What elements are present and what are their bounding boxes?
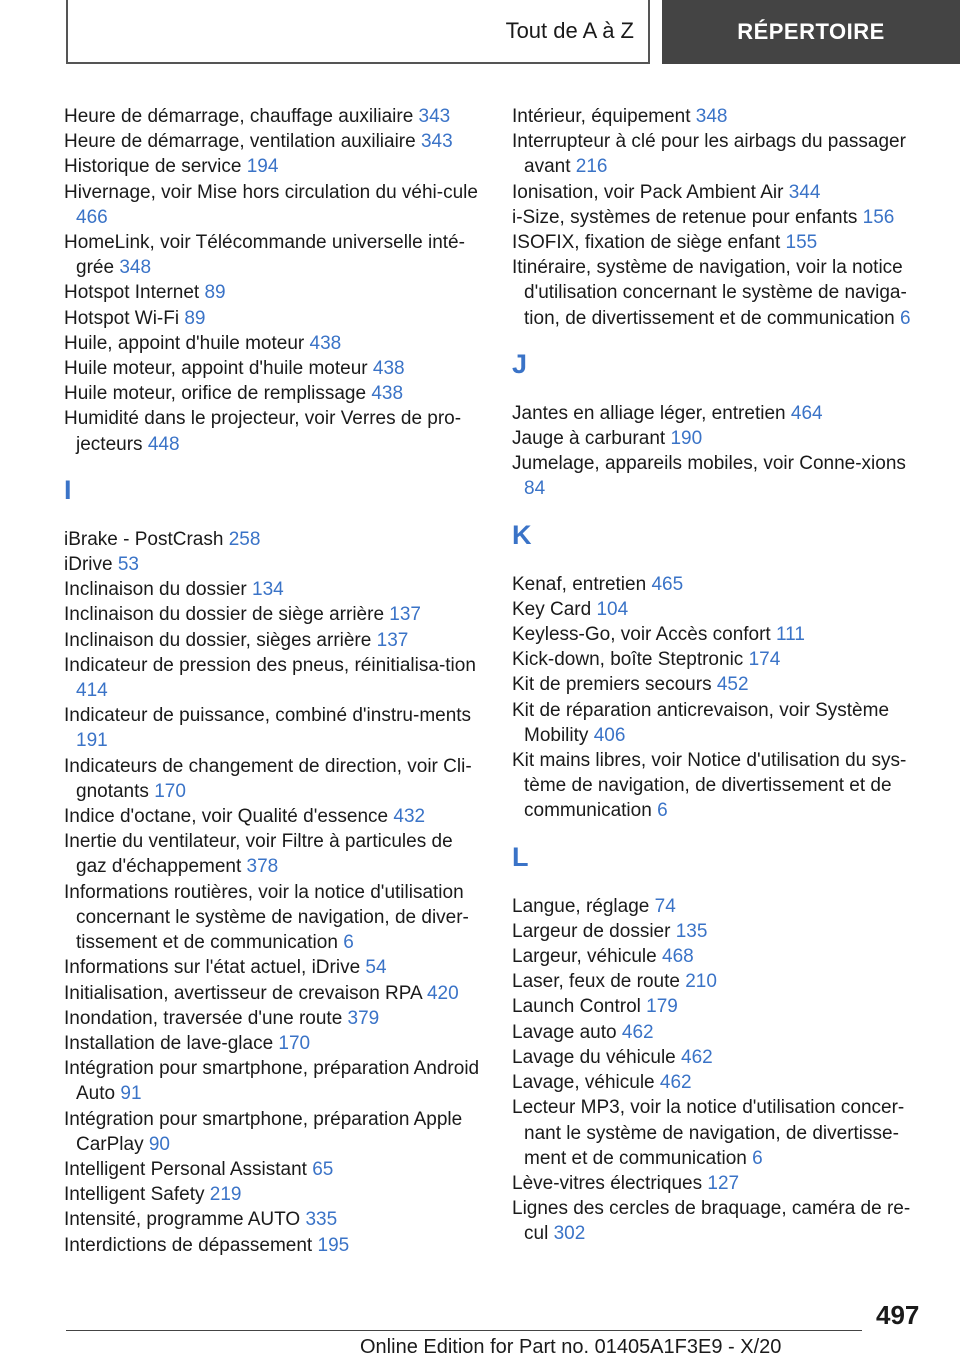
- index-entry-text: Heure de démarrage, ventilation auxiliaire: [64, 131, 416, 153]
- page-reference-link[interactable]: 6: [657, 800, 668, 822]
- page-reference-link[interactable]: 134: [252, 579, 284, 601]
- index-entry-text: Heure de démarrage, chauffage auxiliaire: [64, 106, 414, 127]
- index-entry: [512, 1070, 932, 1095]
- index-entry-text: Hivernage, voir Mise hors circulation du véhi-cule: [64, 181, 478, 203]
- section-letter: K: [512, 519, 532, 550]
- index-entry-text: Intelligent Personal Assistant: [64, 1158, 307, 1180]
- page-number: 497: [876, 1300, 920, 1330]
- index-entry-text: Key Card: [512, 598, 592, 620]
- footer-edition-text: Online Edition for Part no. 01405A1F3E9 - X/20: [360, 1336, 782, 1358]
- page-reference-link[interactable]: 6: [752, 1147, 763, 1169]
- index-entry: [64, 628, 484, 653]
- index-entry: [512, 426, 932, 451]
- index-entry-text: Keyless-Go, voir Accès confort: [512, 624, 771, 646]
- index-entry-text: Interdictions de dépassement: [64, 1234, 313, 1256]
- page-reference-link[interactable]: 195: [317, 1234, 350, 1256]
- index-entry: [512, 919, 932, 944]
- page-reference-link[interactable]: 379: [347, 1007, 380, 1029]
- index-entry-text: Langue, réglage: [512, 895, 650, 917]
- page-reference-link[interactable]: 438: [371, 383, 404, 405]
- index-entry: [512, 572, 932, 597]
- index-entry: [64, 356, 484, 381]
- index-entry-text: Indicateur de puissance, combiné d'instru-ments: [64, 705, 472, 727]
- index-entry: [64, 331, 484, 356]
- index-entry: [512, 1045, 932, 1070]
- index-entry: [64, 703, 484, 753]
- index-entry-text: Itinéraire, système de navigation, voir la notice d'utilisation concernant le système de naviga-tion, de divertissement et de communication: [512, 257, 907, 329]
- index-entry-text: Kit mains libres, voir Notice d'utilisation du sys-tème de navigation, de divertissement et de communication: [512, 750, 907, 822]
- index-entry-text: Lève-vitres électriques: [512, 1172, 703, 1194]
- index-entry-text: Ionisation, voir Pack Ambient Air: [512, 181, 784, 203]
- page-reference-link[interactable]: 335: [305, 1209, 338, 1231]
- index-entry-text: Lignes des cercles de braquage, caméra de re-cul: [512, 1198, 911, 1245]
- page-reference-link[interactable]: 137: [389, 604, 421, 626]
- page-reference-link[interactable]: 111: [776, 624, 805, 646]
- page-reference-link[interactable]: 464: [790, 402, 823, 424]
- index-entry-text: Kenaf, entretien: [512, 573, 647, 595]
- section-letter: L: [512, 841, 529, 872]
- index-entry-text: Largeur de dossier: [512, 920, 671, 942]
- index-entry: [64, 306, 484, 331]
- page-reference-link[interactable]: 344: [788, 181, 821, 203]
- page-reference-link[interactable]: 137: [376, 629, 409, 651]
- page-reference-link[interactable]: 302: [553, 1223, 586, 1245]
- index-entry: [512, 994, 932, 1019]
- index-entry-text: Inclinaison du dossier: [64, 579, 247, 601]
- section-letter: J: [512, 348, 528, 379]
- index-entry: [64, 381, 484, 406]
- index-entry-text: Informations routières, voir la notice d'utilisation concernant le système de navigation, de diver-tissement et de communication: [64, 881, 469, 954]
- index-entry: [512, 180, 932, 205]
- index-column-right: [512, 104, 932, 1247]
- index-entry-text: Lecteur MP3, voir la notice d'utilisation concer-nant le système de navigation, de divertisse-ment et de communication: [512, 1097, 905, 1169]
- section-letter: I: [64, 474, 72, 505]
- header-section-label: Tout de A à Z: [505, 18, 634, 43]
- index-entry: [64, 1031, 484, 1056]
- index-entry: [64, 1207, 484, 1232]
- page-reference-link[interactable]: 219: [209, 1184, 242, 1206]
- index-entry: [64, 1107, 484, 1157]
- header-section-tab: [66, 0, 650, 64]
- index-entry-text: Indicateur de pression des pneus, réinitialisa-tion: [64, 654, 476, 676]
- index-entry: [512, 1196, 932, 1246]
- index-entry-text: Kit de premiers secours: [512, 674, 712, 696]
- index-entry: [512, 104, 932, 129]
- index-entry: [64, 527, 484, 552]
- index-entry-text: iBrake - PostCrash: [64, 528, 224, 550]
- page-reference-link[interactable]: 155: [785, 232, 818, 254]
- index-entry: [512, 129, 932, 179]
- index-entry: [64, 1182, 484, 1207]
- index-entry-text: Installation de lave-glace: [64, 1032, 274, 1054]
- index-entry-text: Huile moteur, appoint d'huile moteur: [64, 358, 368, 380]
- index-entry: [64, 280, 484, 305]
- page-reference-link[interactable]: 348: [119, 257, 152, 279]
- index-entry: [512, 672, 932, 697]
- page-reference-link[interactable]: 462: [659, 1072, 692, 1094]
- index-entry-text: Inondation, traversée d'une route: [64, 1007, 343, 1029]
- header-chapter-label: RÉPERTOIRE: [737, 19, 885, 44]
- page-reference-link[interactable]: 378: [246, 856, 279, 878]
- index-entry: [512, 698, 932, 748]
- index-entry: [64, 1233, 484, 1258]
- index-entry: [512, 1171, 932, 1196]
- page-reference-link[interactable]: 452: [716, 674, 749, 696]
- index-entry: [512, 944, 932, 969]
- index-entry: [64, 129, 484, 154]
- page-reference-link[interactable]: 414: [76, 680, 108, 702]
- index-entry: [512, 622, 932, 647]
- index-entry-text: Lavage du véhicule: [512, 1046, 676, 1068]
- page-reference-link[interactable]: 54: [365, 957, 387, 979]
- index-entry-text: Humidité dans le projecteur, voir Verres de pro-jecteurs: [64, 408, 462, 455]
- page-reference-link[interactable]: 179: [646, 996, 678, 1018]
- page-reference-link[interactable]: 438: [309, 332, 342, 354]
- index-entry-text: Kit de réparation anticrevaison, voir Système Mobility: [512, 699, 890, 746]
- index-column-left: [64, 104, 484, 1258]
- page-reference-link[interactable]: 156: [862, 206, 895, 228]
- page-reference-link[interactable]: 6: [343, 932, 354, 954]
- page-reference-link[interactable]: 406: [593, 724, 626, 746]
- index-entry-text: ISOFIX, fixation de siège enfant: [512, 232, 781, 254]
- page-reference-link[interactable]: 84: [524, 478, 546, 500]
- page-reference-link[interactable]: 91: [120, 1083, 142, 1105]
- page-reference-link[interactable]: 89: [184, 307, 206, 329]
- index-entry-text: Jauge à carburant: [512, 428, 666, 450]
- index-entry-text: i-Size, systèmes de retenue pour enfants: [512, 206, 858, 228]
- index-entry-text: Jumelage, appareils mobiles, voir Conne-xions: [512, 453, 906, 475]
- index-entry: [64, 104, 484, 129]
- index-entry: [512, 230, 932, 255]
- index-entry-text: Inclinaison du dossier, sièges arrière: [64, 629, 372, 651]
- index-entry: [512, 255, 932, 331]
- page-reference-link[interactable]: 6: [899, 307, 911, 329]
- page-reference-link[interactable]: 65: [312, 1158, 334, 1180]
- index-entry: [512, 647, 932, 672]
- index-entry: [512, 1020, 932, 1045]
- index-entry: [512, 451, 932, 501]
- page-reference-link[interactable]: 420: [426, 982, 459, 1004]
- index-entry: [512, 401, 932, 426]
- index-entry: [64, 653, 484, 703]
- page-reference-link[interactable]: 127: [707, 1172, 740, 1194]
- page-reference-link[interactable]: 194: [246, 156, 279, 178]
- page-reference-link[interactable]: 210: [685, 971, 717, 993]
- page-reference-link[interactable]: 432: [393, 806, 426, 828]
- index-entry: [512, 597, 932, 622]
- index-entry: [512, 205, 932, 230]
- index-entry: [64, 577, 484, 602]
- index-entry: [512, 1095, 932, 1171]
- page-reference-link[interactable]: 53: [117, 554, 139, 576]
- page-reference-link[interactable]: 468: [662, 946, 694, 968]
- index-entry: [64, 804, 484, 829]
- index-entry: [64, 552, 484, 577]
- page-reference-link[interactable]: 191: [76, 730, 108, 752]
- page-reference-link[interactable]: 174: [748, 649, 781, 671]
- index-entry: [64, 406, 484, 456]
- index-entry: [64, 154, 484, 179]
- page-reference-link[interactable]: 135: [675, 920, 708, 942]
- index-entry-text: Launch Control: [512, 996, 641, 1018]
- index-entry-text: Historique de service: [64, 156, 242, 178]
- index-entry: [512, 969, 932, 994]
- page-reference-link[interactable]: 438: [372, 358, 405, 380]
- index-entry-text: Intégration pour smartphone, préparation Android Auto: [64, 1058, 480, 1105]
- page-reference-link[interactable]: 466: [76, 206, 108, 228]
- page-reference-link[interactable]: 462: [681, 1046, 713, 1068]
- index-entry-text: Indice d'octane, voir Qualité d'essence: [64, 806, 389, 828]
- index-entry: [64, 230, 484, 280]
- index-entry: [64, 602, 484, 627]
- index-entry-text: Kick-down, boîte Steptronic: [512, 649, 744, 671]
- index-entry-text: Intelligent Safety: [64, 1184, 205, 1206]
- page-reference-link[interactable]: 462: [621, 1021, 654, 1043]
- index-entry-text: Hotspot Wi-Fi: [64, 307, 180, 329]
- index-entry-text: Intégration pour smartphone, préparation Apple CarPlay: [64, 1108, 463, 1155]
- index-entry-text: Inertie du ventilateur, voir Filtre à particules de gaz d'échappement: [64, 831, 453, 878]
- page-reference-link[interactable]: 448: [147, 433, 180, 455]
- page-reference-link[interactable]: 170: [278, 1032, 311, 1054]
- page-reference-link[interactable]: 465: [651, 573, 684, 595]
- index-entry-text: Lavage, véhicule: [512, 1072, 655, 1094]
- page-reference-link[interactable]: 104: [596, 598, 629, 620]
- index-entry-text: Interrupteur à clé pour les airbags du passager avant: [512, 131, 906, 178]
- index-entry: [64, 754, 484, 804]
- page-reference-link[interactable]: 258: [228, 528, 261, 550]
- page-reference-link[interactable]: 343: [418, 106, 451, 127]
- index-entry-text: Hotspot Internet: [64, 282, 200, 304]
- page-reference-link[interactable]: 89: [204, 282, 226, 304]
- page-reference-link[interactable]: 74: [654, 895, 676, 917]
- page-reference-link[interactable]: 343: [420, 131, 453, 153]
- index-entry: [64, 829, 484, 879]
- index-entry-text: Initialisation, avertisseur de crevaison RPA: [64, 982, 422, 1004]
- page-reference-link[interactable]: 190: [670, 428, 703, 450]
- index-entry-text: Jantes en alliage léger, entretien: [512, 402, 786, 424]
- index-entry-text: Informations sur l'état actuel, iDrive: [64, 957, 361, 979]
- index-entry: [64, 1056, 484, 1106]
- index-entry: [512, 748, 932, 824]
- page-reference-link[interactable]: 90: [148, 1133, 170, 1155]
- index-entry: [64, 180, 484, 230]
- page-reference-link[interactable]: 170: [154, 780, 186, 802]
- index-entry: [64, 1157, 484, 1182]
- header-chapter-tab: [662, 0, 960, 64]
- index-entry-text: iDrive: [64, 554, 113, 576]
- index-entry-text: Largeur, véhicule: [512, 946, 657, 968]
- index-entry-text: HomeLink, voir Télécommande universelle inté-grée: [64, 232, 465, 279]
- index-entry-text: Intérieur, équipement: [512, 106, 691, 127]
- index-entry: [64, 880, 484, 956]
- index-entry-text: Huile moteur, orifice de remplissage: [64, 383, 367, 405]
- index-entry-text: Intensité, programme AUTO: [64, 1209, 301, 1231]
- index-entry: [64, 981, 484, 1006]
- index-entry-text: Inclinaison du dossier de siège arrière: [64, 604, 385, 626]
- index-entry-text: Indicateurs de changement de direction, voir Cli-gnotants: [64, 755, 472, 802]
- page-reference-link[interactable]: 216: [575, 156, 608, 178]
- footer-divider: [66, 1330, 862, 1331]
- index-entry: [64, 1006, 484, 1031]
- index-entry-text: Laser, feux de route: [512, 971, 680, 993]
- index-entry-text: Lavage auto: [512, 1021, 617, 1043]
- index-entry-text: Huile, appoint d'huile moteur: [64, 332, 305, 354]
- page-reference-link[interactable]: 348: [695, 106, 728, 127]
- index-entry: [512, 894, 932, 919]
- index-entry: [64, 955, 484, 980]
